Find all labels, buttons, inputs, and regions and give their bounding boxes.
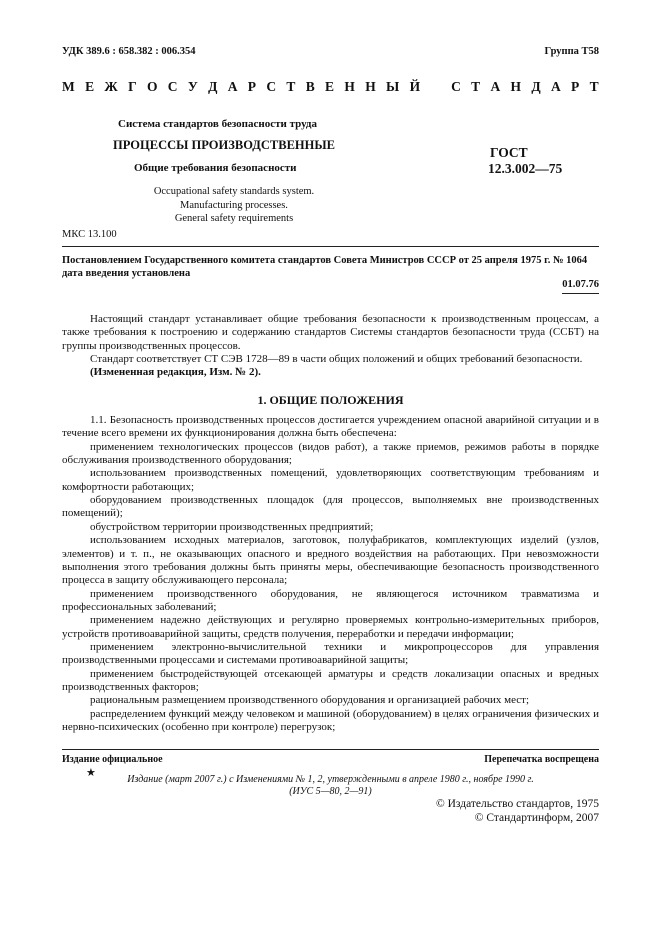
banner-letter: Е [85, 79, 95, 94]
banner-letter: Т [471, 79, 481, 94]
decree-text: Постановлением Государственного комитета стандартов Совета Министров СССР от 25 апреля 1975 г. № 1064 дата введения установлена [62, 255, 588, 279]
banner-letter: С [266, 79, 277, 94]
standard-banner [62, 79, 599, 95]
gost-label: ГОСТ [490, 145, 528, 160]
banner-letter: А [550, 79, 561, 94]
banner-letter: Н [344, 79, 355, 94]
banner-letter: А [227, 79, 238, 94]
intro-paragraph: Настоящий стандарт устанавливает общие требования безопасности к производственным процессам, а также требования к построению и содержанию стандартов Системы стандартов безопасности труда (ССБТ) на группы производственных процессов. [62, 313, 599, 352]
divider [62, 246, 599, 247]
edition-note-line: (ИУС 5—80, 2—91) [289, 786, 372, 797]
copyright-line: © Издательство стандартов, 1975 [435, 798, 599, 810]
banner-letter: Й [409, 79, 421, 94]
system-title: Система стандартов безопасности труда [118, 118, 317, 130]
banner-letter: Д [531, 79, 541, 94]
banner-letter: В [305, 79, 315, 94]
intro-paragraph: Стандарт соответствует СТ СЭВ 1728—89 в части общих положений и общих требований безопасности. [90, 353, 583, 366]
banner-letter: С [167, 79, 178, 94]
copyright-line: © Стандартинформ, 2007 [474, 812, 599, 824]
star-icon: ★ [86, 767, 96, 779]
banner-letter: Г [128, 79, 137, 94]
section-paragraph: 1.1. Безопасность производственных процессов достигается учреждением опасной аварийной ситуации и в течение всего времени их функционирования должна быть обеспечена: [62, 414, 599, 440]
section-paragraph: рациональным размещением производственного оборудования и организацией рабочих мест; [90, 694, 530, 707]
group-code: Группа Т58 [544, 46, 599, 57]
effective-date: 01.07.76 [562, 279, 599, 290]
processes-title: ПРОЦЕССЫ ПРОИЗВОДСТВЕННЫЕ [113, 138, 335, 152]
banner-letter: М [62, 79, 75, 94]
english-title [134, 185, 334, 226]
banner-letter: Е [325, 79, 335, 94]
section-paragraph: применением технологических процессов (видов работ), а также приемов, режимов работы в порядке обслуживания производственного оборудования; [62, 440, 599, 467]
banner-letter: Н [510, 79, 522, 94]
amendment-note: (Измененная редакция, Изм. № 2). [90, 366, 261, 379]
gost-number: 12.3.002—75 [488, 161, 563, 176]
banner-letter: Ы [386, 79, 400, 94]
date-underline [562, 293, 599, 294]
udk-code: УДК 389.6 : 658.382 : 006.354 [62, 46, 196, 57]
reprint-prohibited-label: Перепечатка воспрещена [484, 754, 599, 765]
banner-letter: Т [589, 79, 599, 94]
section-paragraph: применением электронно-вычислительной техники и микропроцессоров для управления производственными процессами и системами противоаварийной защиты; [62, 640, 599, 667]
section-paragraph: обустройством территории производственных предприятий; [90, 520, 374, 533]
banner-letter: Р [247, 79, 257, 94]
section-paragraph: применением производственного оборудования, не являющегося источником травматизма и профессиональных заболеваний; [62, 587, 599, 613]
english-title-line: General safety requirements [174, 213, 294, 224]
section-paragraph: применением надежно действующих и регулярно проверяемых контрольно-измерительных приборов, устройств противоаварийной защиты, средств получения, переработки и передачи информации; [62, 614, 599, 640]
section-paragraph: использованием производственных помещений, удовлетворяющих соответствующим требованиям и комфортности работающих; [62, 467, 599, 493]
edition-note-line: Издание (март 2007 г.) с Изменениями № 1, 2, утвержденными в апреле 1980 г., ноябре 1990 г. [127, 774, 534, 785]
document-body [62, 313, 599, 734]
banner-letter: Н [365, 79, 376, 94]
banner-letter: О [146, 79, 158, 94]
banner-letter: Р [571, 79, 580, 94]
requirements-subtitle: Общие требования безопасности [134, 162, 297, 174]
banner-letter: У [187, 79, 198, 94]
mks-code: МКС 13.100 [62, 229, 117, 240]
banner-letter: Т [286, 79, 296, 94]
banner-letter: Д [208, 79, 218, 94]
banner-letter: С [451, 79, 461, 94]
english-title-line: Manufacturing processes. [180, 199, 288, 211]
edition-note [62, 774, 599, 798]
english-title-line: Occupational safety standards system. [153, 186, 315, 197]
gost-designation [488, 145, 562, 177]
section-paragraph: распределением функций между человеком и машиной (оборудованием) в целях ограничения физических и нервно-психических (особенно при контроле) перегрузок; [62, 707, 599, 733]
section-paragraph: использованием исходных материалов, заготовок, полуфабрикатов, комплектующих изделий (узлов, элементов) и т. п., не оказывающих опасного и вредного воздействия на работающих. При невозможности выполнения этого требования должны быть приняты меры, обеспечивающие безопасность производственного процесса в защиту обслуживающего персонала; [62, 534, 599, 587]
section-paragraph: оборудованием производственных площадок (для процессов, выполняемых вне производственных помещений); [62, 494, 599, 520]
banner-letter: Ж [104, 79, 118, 94]
official-edition-label: Издание официальное [62, 754, 163, 765]
footer-divider [62, 749, 599, 750]
banner-letter: А [490, 79, 501, 94]
section-paragraph: применением быстродействующей отсекающей арматуры и средств локализации опасных и вредных производственных факторов; [62, 667, 599, 693]
section-heading: 1. ОБЩИЕ ПОЛОЖЕНИЯ [257, 392, 404, 407]
